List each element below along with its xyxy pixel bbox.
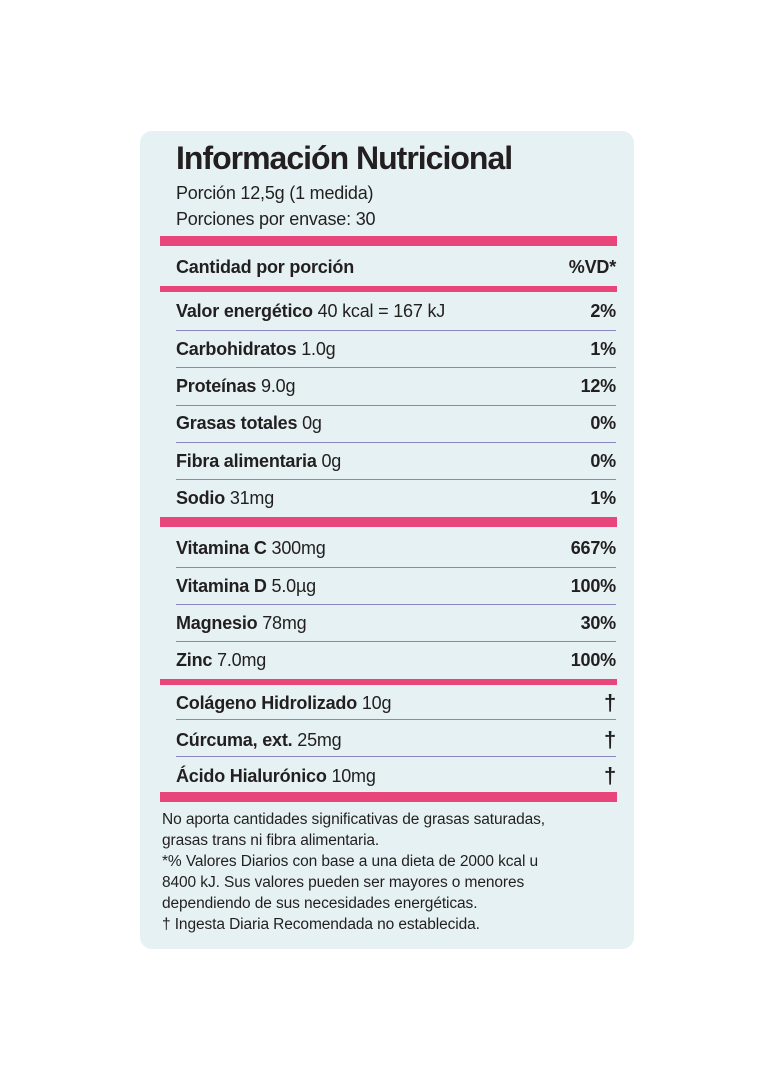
row-divider — [176, 719, 616, 720]
ingredient-row-turmeric — [176, 722, 616, 758]
nutrient-name: Grasas totales — [176, 412, 298, 433]
nutrient-dv: 30% — [580, 612, 616, 633]
footnote-line: 8400 kJ. Sus valores pueden ser mayores o menores — [162, 874, 525, 891]
header-daily-value: %VD* — [568, 256, 616, 277]
no-dv-dagger: † — [603, 763, 616, 788]
no-dv-dagger: † — [603, 727, 616, 752]
ingredient-name: Cúrcuma, ext. — [176, 729, 293, 750]
nutrient-name: Valor energético — [176, 300, 313, 321]
ingredient-amount: 10g — [361, 692, 392, 713]
nutrient-amount: 0g — [302, 412, 322, 433]
nutrient-dv: 12% — [580, 375, 616, 396]
ingredient-row-hyaluronic-acid — [176, 758, 616, 794]
table-header — [176, 249, 616, 285]
header-divider-bar — [160, 286, 617, 292]
footnote-line: grasas trans ni fibra alimentaria. — [162, 832, 380, 849]
nutrient-dv: 1% — [590, 338, 616, 359]
nutrient-dv: 0% — [590, 412, 616, 433]
nutrient-dv: 100% — [570, 575, 616, 596]
nutrient-amount: 300mg — [271, 537, 326, 558]
nutrient-row-total-fat — [176, 405, 616, 441]
nutrient-dv: 100% — [570, 649, 616, 670]
nutrient-row-energy — [176, 293, 616, 329]
nutrient-amount: 40 kcal = 167 kJ — [317, 300, 446, 321]
ingredient-name: Colágeno Hidrolizado — [176, 692, 358, 713]
no-dv-dagger: † — [603, 690, 616, 715]
serving-size: Porción 12,5g (1 medida) — [176, 183, 374, 203]
footnote-line: † Ingesta Diaria Recomendada no establecida. — [162, 916, 480, 933]
nutrient-name: Proteínas — [176, 375, 257, 396]
nutrient-row-sodium — [176, 480, 616, 516]
nutrient-name: Magnesio — [176, 612, 258, 633]
nutrient-name: Carbohidratos — [176, 338, 297, 359]
section-divider-bar — [160, 517, 617, 527]
nutrient-amount: 31mg — [229, 487, 275, 508]
nutrient-amount: 9.0g — [261, 375, 296, 396]
servings-per-container: Porciones por envase: 30 — [176, 209, 376, 229]
row-divider — [176, 756, 616, 757]
ingredient-amount: 10mg — [331, 765, 376, 786]
label-title: Información Nutricional — [176, 140, 513, 176]
nutrient-dv: 667% — [570, 537, 616, 558]
header-amount-per-serving: Cantidad por porción — [176, 256, 354, 277]
nutrient-amount: 78mg — [262, 612, 307, 633]
nutrient-row-magnesium — [176, 605, 616, 641]
ingredient-row-collagen — [176, 685, 616, 721]
nutrient-amount: 0g — [321, 450, 342, 471]
nutrient-name: Vitamina C — [176, 537, 267, 558]
nutrient-name: Vitamina D — [176, 575, 267, 596]
top-divider-bar — [160, 236, 617, 246]
nutrient-row-carbohydrates — [176, 331, 616, 367]
nutrient-name: Fibra alimentaria — [176, 450, 317, 471]
nutrient-row-vitamin-c — [176, 530, 616, 566]
nutrient-row-fiber — [176, 443, 616, 479]
nutrient-dv: 2% — [590, 300, 616, 321]
nutrient-amount: 7.0mg — [217, 649, 267, 670]
nutrient-amount: 5.0µg — [271, 575, 316, 596]
nutrient-row-protein — [176, 368, 616, 404]
nutrient-row-zinc — [176, 642, 616, 678]
ingredient-name: Ácido Hialurónico — [176, 765, 327, 786]
footnote-line: No aporta cantidades significativas de grasas saturadas, — [162, 811, 545, 828]
nutrient-name: Sodio — [176, 487, 225, 508]
nutrient-dv: 0% — [590, 450, 616, 471]
ingredient-amount: 25mg — [297, 729, 342, 750]
bottom-divider-bar — [160, 792, 617, 802]
nutrient-amount: 1.0g — [301, 338, 336, 359]
nutrient-name: Zinc — [176, 649, 213, 670]
nutrient-row-vitamin-d — [176, 568, 616, 604]
footnote-line: dependiendo de sus necesidades energéticas. — [162, 895, 478, 912]
nutrient-dv: 1% — [590, 487, 616, 508]
footnote-line: *% Valores Diarios con base a una dieta de 2000 kcal u — [162, 853, 539, 870]
